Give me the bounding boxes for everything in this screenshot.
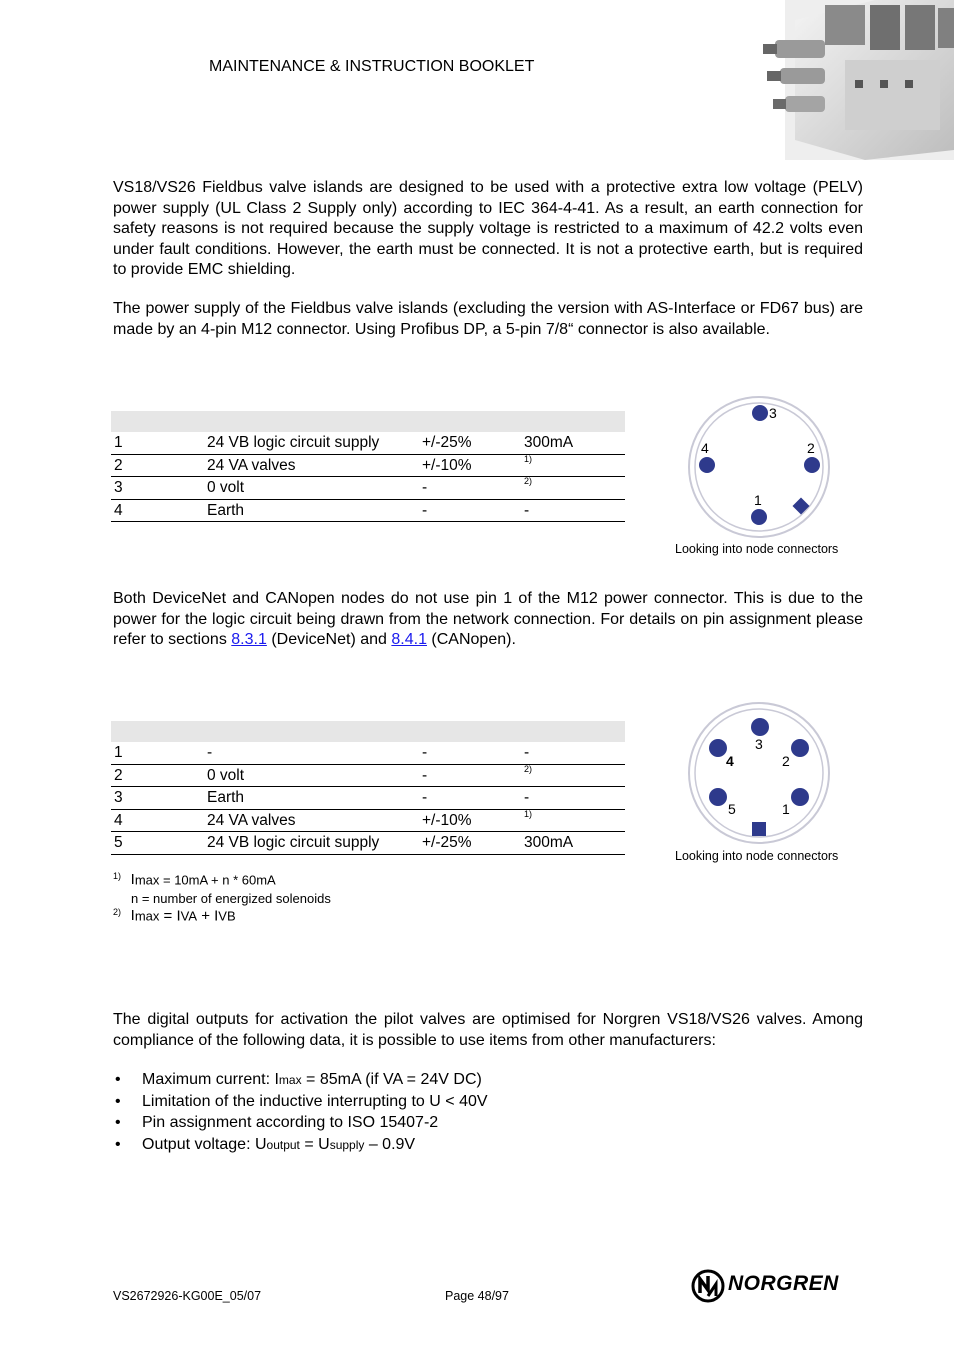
footer-doc-id: VS2672926-KG00E_05/07: [113, 1289, 262, 1303]
pin-3: [751, 718, 769, 736]
footnote-1: [113, 871, 276, 888]
cell-function: 0 volt: [207, 766, 245, 784]
cell-pin: 2: [114, 456, 123, 474]
footnote-symbol: I: [130, 871, 135, 889]
cell-current: 300mA: [524, 434, 574, 451]
table-row: [111, 742, 625, 765]
pin-label: 3: [769, 405, 777, 421]
list-text: Output voltage: U: [142, 1135, 267, 1153]
cell-function: 24 VA valves: [207, 456, 296, 474]
paragraph-devicenet-canopen: [113, 589, 863, 651]
cell-pin: 1: [114, 744, 123, 761]
cell-function: -: [207, 744, 213, 761]
footnote-subscript: max: [134, 908, 160, 924]
cell-current: -: [524, 744, 530, 761]
cell-tolerance: +/-10%: [422, 456, 472, 474]
table-row: [111, 765, 625, 788]
pin-table-5pin: [111, 721, 625, 855]
cell-footnote-ref: 2): [524, 763, 533, 774]
footnote-symbol: I: [130, 907, 135, 925]
cell-pin: 3: [114, 479, 123, 496]
list-text: Limitation of the inductive interrupting to U < 40V: [142, 1092, 488, 1110]
list-text: = 85mA (if VA = 24V DC): [301, 1071, 482, 1088]
pin-label: 4: [701, 440, 709, 456]
pin-label: 2: [782, 753, 790, 769]
cell-pin: 2: [114, 766, 123, 784]
list-item-text: [142, 1114, 438, 1132]
pin-label: 1: [754, 492, 762, 508]
bullet-icon: •: [115, 1071, 121, 1088]
cell-tolerance: -: [422, 744, 428, 761]
cell-tolerance: +/-25%: [422, 834, 472, 851]
cell-pin: 1: [114, 434, 123, 451]
table-row: [111, 810, 625, 833]
cell-tolerance: -: [422, 479, 428, 496]
pin-table-4pin: [111, 411, 625, 522]
footnote-2: [113, 907, 236, 924]
pin-label: 2: [807, 440, 815, 456]
table-header-band: [111, 721, 625, 742]
connector-4pin-diagram: [686, 395, 832, 541]
paragraph-power-supply: The power supply of the Fieldbus valve islands (excluding the version with AS-Interface or FD67 bus) are made by an 4-pin M12 connector. Using Profibus DP, a 5-pin 7/8“ connector is also available.: [113, 300, 863, 338]
cell-pin: 5: [114, 834, 123, 851]
cell-current: -: [524, 789, 530, 806]
cell-pin: 4: [114, 501, 123, 519]
paragraph-digital-outputs: The digital outputs for activation the pilot valves are optimised for Norgren VS18/VS26 valves. Among compliance of the following data, it is possible to use items from other manufacturers:: [113, 1011, 863, 1049]
footnote-text: = I: [159, 907, 181, 925]
key-marker: [793, 498, 810, 515]
cell-function: 0 volt: [207, 479, 245, 496]
cell-footnote-ref: 1): [524, 808, 533, 819]
header-title: MAINTENANCE & INSTRUCTION BOOKLET: [209, 58, 535, 75]
pin-2: [804, 457, 820, 473]
list-subscript: max: [278, 1073, 302, 1087]
connector-caption: Looking into node connectors: [675, 542, 839, 556]
footer-page-number: Page 48/97: [445, 1289, 509, 1303]
table-row: [111, 432, 625, 455]
table-header-band: [111, 411, 625, 432]
link-section-8-3-1[interactable]: 8.3.1: [231, 631, 267, 648]
pin-2: [791, 739, 809, 757]
paragraph-pelv: VS18/VS26 Fieldbus valve islands are designed to be used with a protective extra low voltage (PELV) power supply (UL Class 2 Supply only) according to IEC 364-4-41. As a result, an earth connection for safety reasons is not required because the supply voltage is restricted to a maximum of 42.2 volts even under fault conditions. However, the earth must be connected. It is not a protective earth, but is required to provide EMC shielding.: [113, 179, 863, 278]
pin-label: 1: [782, 801, 790, 817]
table-row: [111, 455, 625, 478]
pin-1: [791, 788, 809, 806]
footnote-mark: 1): [113, 871, 122, 881]
list-subscript: supply: [329, 1137, 365, 1152]
cell-pin: 3: [114, 789, 123, 806]
cell-pin: 4: [114, 811, 123, 829]
cell-footnote-ref: 1): [524, 453, 533, 464]
cell-function: Earth: [207, 501, 245, 519]
table-row: [111, 477, 625, 500]
cell-function: Earth: [207, 789, 245, 806]
valve-island-image: [755, 0, 954, 160]
cell-tolerance: +/-25%: [422, 434, 472, 451]
cell-function: 24 VB logic circuit supply: [207, 434, 380, 451]
footnote-text: + I: [197, 907, 219, 925]
list-item-text: [142, 1071, 482, 1089]
pin-label: 5: [728, 801, 736, 817]
cell-function: 24 VB logic circuit supply: [207, 834, 380, 851]
cell-function: 24 VA valves: [207, 811, 296, 829]
cell-tolerance: -: [422, 766, 428, 784]
footnote-1-line2: n = number of energized solenoids: [131, 891, 331, 906]
bullet-icon: •: [115, 1092, 121, 1110]
cell-tolerance: -: [422, 789, 428, 806]
footnote-mark: 2): [113, 907, 122, 917]
pin-4: [709, 739, 727, 757]
bullet-icon: •: [115, 1135, 121, 1153]
key-marker: [752, 822, 766, 836]
list-item-text: [142, 1093, 488, 1111]
paragraph-text: (DeviceNet) and: [266, 631, 392, 648]
pin-5: [709, 788, 727, 806]
footnote-subscript: VB: [218, 908, 236, 924]
norgren-logo-text: NORGREN: [728, 1272, 839, 1295]
list-text: Maximum current: I: [142, 1071, 279, 1088]
table-row: [111, 787, 625, 810]
cell-tolerance: +/-10%: [422, 811, 472, 829]
list-subscript: output: [266, 1137, 300, 1152]
pin-1: [751, 509, 767, 525]
list-text: – 0.9V: [364, 1135, 416, 1153]
connector-caption: Looking into node connectors: [675, 849, 839, 863]
table-row: [111, 500, 625, 523]
cell-footnote-ref: 2): [524, 476, 533, 486]
list-text: = U: [299, 1135, 330, 1153]
footnote-subscript: VA: [180, 908, 198, 924]
list-item-text: [142, 1136, 415, 1154]
pin-3: [752, 405, 768, 421]
bullet-icon: •: [115, 1114, 121, 1131]
cell-current: 300mA: [524, 834, 574, 851]
paragraph-text: Both DeviceNet and CANopen nodes do not use pin 1 of the M12 power connector. This is due to the power for the logic circuit being drawn from the network connection. For details on pin assignment please refer to sections: [113, 590, 863, 648]
paragraph-text: (CANopen).: [426, 631, 516, 648]
cell-current: -: [524, 501, 530, 519]
footnote-text: = 10mA + n * 60mA: [159, 872, 276, 888]
pin-4: [699, 457, 715, 473]
norgren-logo-icon: [690, 1268, 726, 1304]
pin-label: 3: [755, 736, 763, 752]
cell-tolerance: -: [422, 501, 428, 519]
list-text: Pin assignment according to ISO 15407-2: [142, 1114, 439, 1131]
footnote-subscript: max: [134, 872, 160, 888]
pin-label: 4: [726, 753, 734, 769]
connector-5pin-diagram: [686, 701, 832, 847]
norgren-logo: [690, 1268, 865, 1304]
table-row: [111, 832, 625, 855]
link-section-8-4-1[interactable]: 8.4.1: [391, 631, 427, 648]
